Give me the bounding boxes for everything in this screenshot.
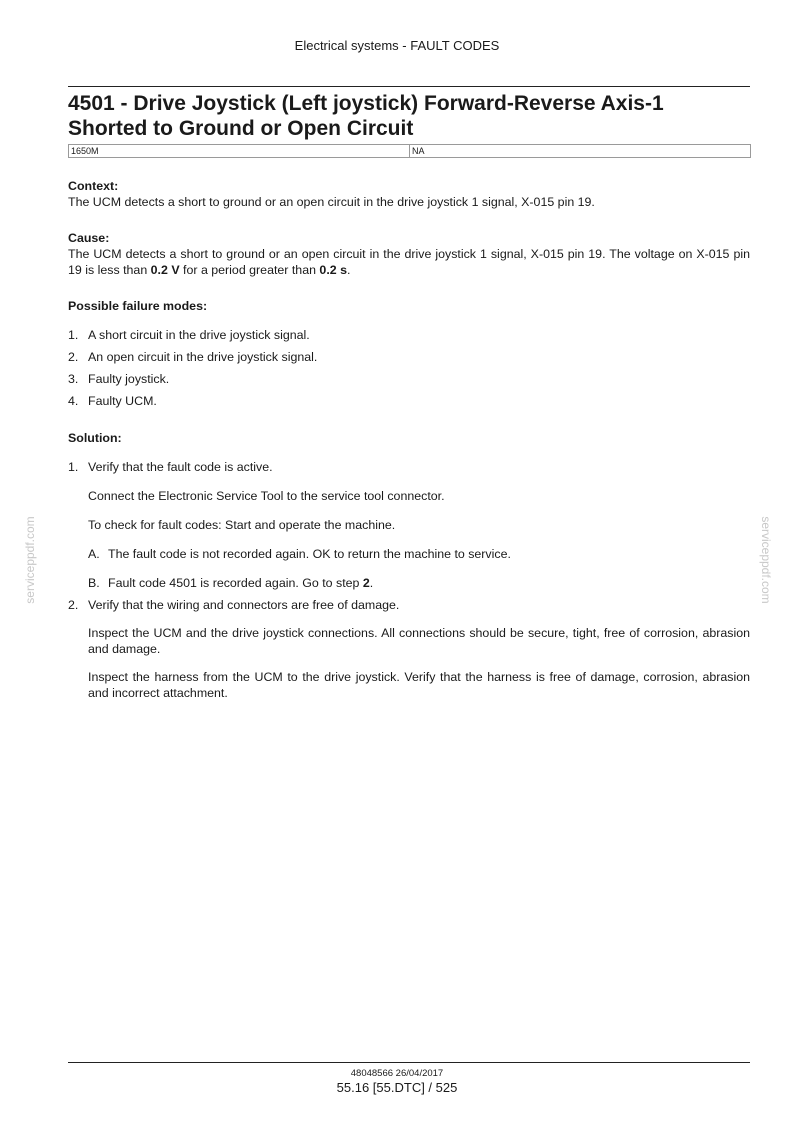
voltage-value: 0.2 V <box>150 263 180 277</box>
step-2-text: Verify that the wiring and connectors are free of damage. <box>88 598 400 612</box>
solution-step-1: 1. Verify that the fault code is active. Connect the Electronic Service Tool to the service tool connector. To check for fault codes: Start and operate the machine. A. The fault code is not recorded again. OK to return the machine to service. B. Fault code 4501 is recorded again. Go to step 2. <box>68 459 750 591</box>
solution-heading: Solution: <box>68 431 122 445</box>
footer-page-number: 55.16 [55.DTC] / 525 <box>336 1080 458 1095</box>
context-heading: Context: <box>68 179 119 193</box>
header-rule <box>68 86 750 87</box>
step-1-paragraph-1: Connect the Electronic Service Tool to the service tool connector. <box>88 489 445 503</box>
title-line-2: Shorted to Ground or Open Circuit <box>68 117 414 140</box>
region-cell: NA <box>412 146 425 156</box>
list-item: 2. An open circuit in the drive joystick signal. <box>68 350 318 364</box>
cause-heading: Cause: <box>68 231 110 245</box>
document-body <box>68 178 750 701</box>
step-1-option-a: A. The fault code is not recorded again. OK to return the machine to service. <box>88 547 511 561</box>
cause-section <box>68 230 750 278</box>
step-1-paragraph-2: To check for fault codes: Start and operate the machine. <box>88 518 396 532</box>
step-1-text: Verify that the fault code is active. <box>88 460 273 474</box>
title-line-1: 4501 - Drive Joystick (Left joystick) Forward-Reverse Axis-1 <box>68 92 664 115</box>
step-reference: 2 <box>362 576 370 590</box>
footer-document-id: 48048566 26/04/2017 <box>350 1068 444 1079</box>
solution-step-2: 2. Verify that the wiring and connectors are free of damage. Inspect the UCM and the drive joystick connections. All connections should be secure, tight, free of corrosion, abrasion and damage. Inspect the harness from the UCM to the drive joystick. Verify that the harness is free of damage, corrosion, abrasion and incorrect attachment. <box>68 598 750 700</box>
context-text: The UCM detects a short to ground or an open circuit in the drive joystick 1 signal, X-015 pin 19. <box>68 195 595 209</box>
watermark-right: serviceppdf.com <box>759 516 773 604</box>
failure-modes-heading: Possible failure modes: <box>68 299 208 313</box>
list-item: 1. A short circuit in the drive joystick signal. <box>68 328 310 342</box>
cause-text: The UCM detects a short to ground or an open circuit in the drive joystick 1 signal, X-015 pin 19. The voltage on X-015 pin 19 is less than 0.2 V for a period greater than 0.2 s. <box>68 247 750 277</box>
applicability-table <box>68 144 751 158</box>
running-header: Electrical systems - FAULT CODES <box>294 38 500 53</box>
time-value: 0.2 s <box>319 263 347 277</box>
document-title <box>68 91 750 141</box>
step-2-paragraph-2: Inspect the harness from the UCM to the drive joystick. Verify that the harness is free of damage, corrosion, abrasion and incorrect attachment. <box>88 670 750 700</box>
solution-section <box>68 430 750 701</box>
list-item: 3. Faulty joystick. <box>68 372 170 386</box>
footer-rule <box>68 1062 750 1063</box>
list-item: 4. Faulty UCM. <box>68 394 157 408</box>
step-2-paragraph-1: Inspect the UCM and the drive joystick connections. All connections should be secure, tight, free of corrosion, abrasion and damage. <box>88 626 750 656</box>
step-1-option-b: B. Fault code 4501 is recorded again. Go to step 2. <box>88 576 374 590</box>
watermark-left: serviceppdf.com <box>23 516 37 604</box>
failure-modes-list <box>68 327 750 409</box>
model-cell: 1650M <box>69 145 410 157</box>
context-section <box>68 178 750 210</box>
failure-modes-section <box>68 298 750 409</box>
